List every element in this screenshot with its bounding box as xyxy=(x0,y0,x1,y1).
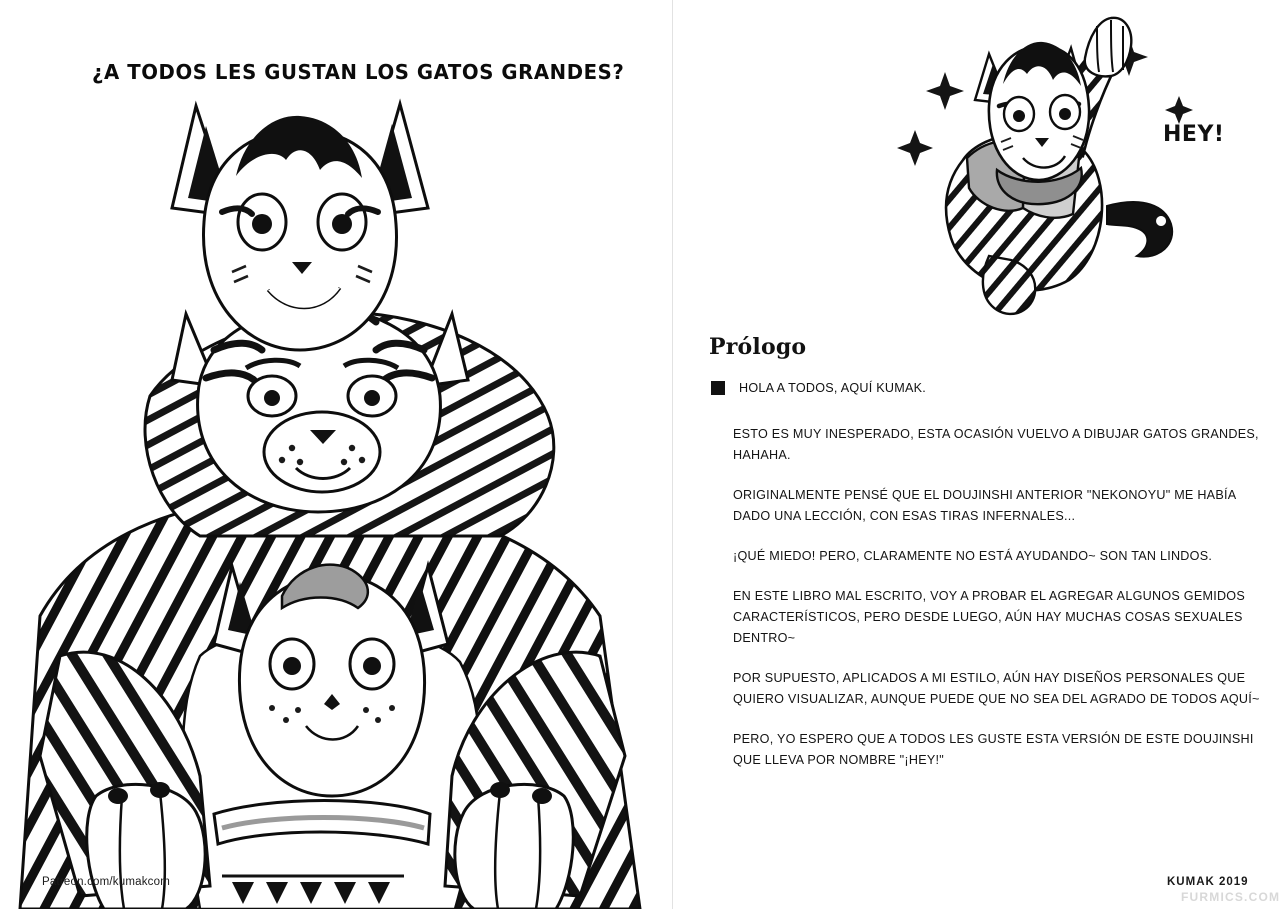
right-page-illustration xyxy=(893,10,1223,330)
prologue-paragraph: ¡QUÉ MIEDO! PERO, CLARAMENTE NO ESTÁ AYUDANDO~ SON TAN LINDOS. xyxy=(733,549,1213,563)
prologue-paragraph: POR SUPUESTO, APLICADOS A MI ESTILO, AÚN HAY DISEÑOS PERSONALES QUE QUIERO VISUALIZAR, AUNQUE PUEDE QUE NO SEA DEL AGRADO DE TODOS AQUÍ~ xyxy=(733,671,1260,706)
patreon-credit: Patreon.com/kumakcom xyxy=(42,876,170,888)
bullet-square-icon xyxy=(711,381,725,395)
prologue-paragraph: EN ESTE LIBRO MAL ESCRITO, VOY A PROBAR EL AGREGAR ALGUNOS GEMIDOS CARACTERÍSTICOS, PERO DESDE LUEGO, AÚN HAY MUCHAS COSAS SEXUALES DENTRO~ xyxy=(733,589,1245,645)
speech-label-hey: HEY! xyxy=(1163,122,1225,147)
left-page-illustration xyxy=(0,96,672,909)
prologue-paragraph: PERO, YO ESPERO QUE A TODOS LES GUSTE ESTA VERSIÓN DE ESTE DOUJINSHI QUE LLEVA POR NOMBRE "¡HEY!" xyxy=(733,732,1254,767)
author-signature: KUMAK 2019 xyxy=(1167,876,1249,888)
page-title: ¿A TODOS LES GUSTAN LOS GATOS GRANDES? xyxy=(92,60,625,84)
prologue-paragraph: ESTO ES MUY INESPERADO, ESTA OCASIÓN VUELVO A DIBUJAR GATOS GRANDES, HAHAHA. xyxy=(733,427,1259,462)
prologue-body xyxy=(733,424,1263,790)
prologue-paragraph: ORIGINALMENTE PENSÉ QUE EL DOUJINSHI ANTERIOR "NEKONOYU" ME HABÍA DADO UNA LECCIÓN, CON ESAS TIRAS INFERNALES... xyxy=(733,488,1236,523)
right-page xyxy=(673,0,1280,909)
site-watermark: FURMICS.COM xyxy=(1181,890,1280,904)
prologue-heading: Prólogo xyxy=(709,334,807,360)
greeting-text: HOLA A TODOS, AQUÍ KUMAK. xyxy=(739,381,927,395)
